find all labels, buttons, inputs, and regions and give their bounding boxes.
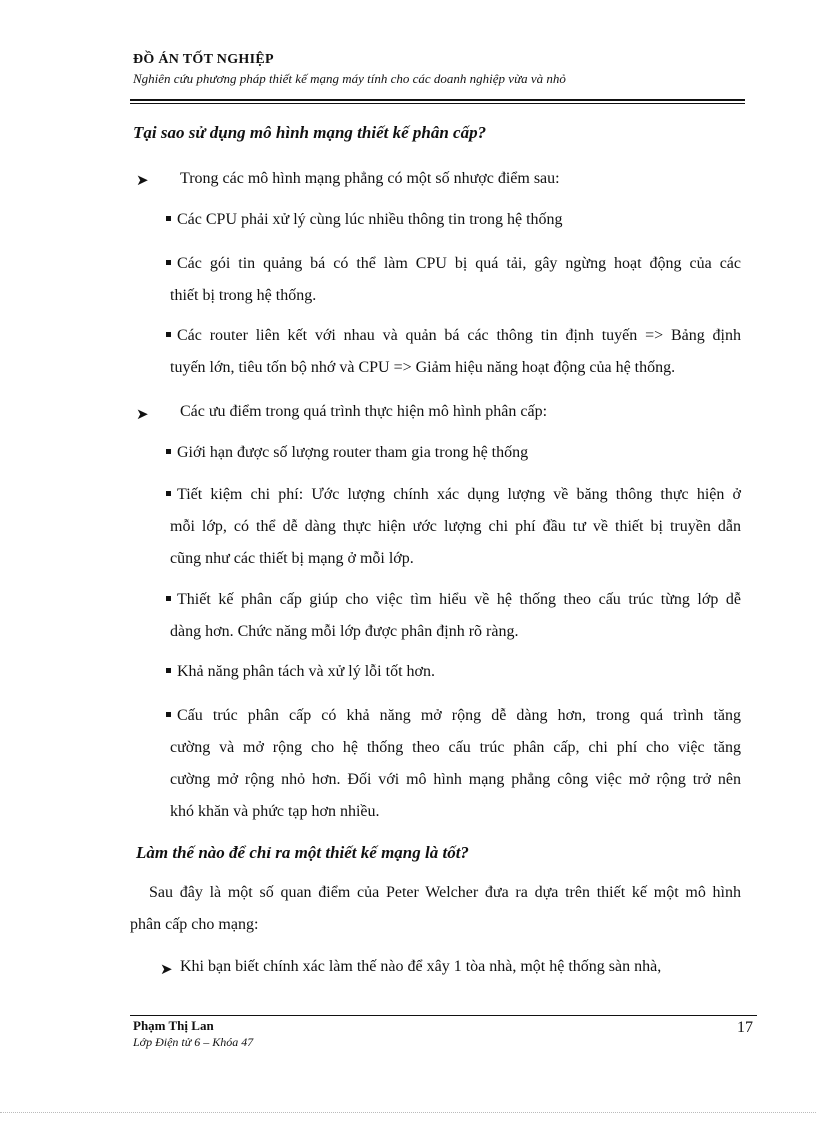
arrow-bullet-icon: ➤ [160, 962, 173, 978]
header-rule-thin [130, 103, 745, 104]
header-rule-thick [130, 99, 745, 101]
square-bullet-icon [166, 260, 171, 265]
square-bullet-icon [166, 596, 171, 601]
flat-model-drawbacks-intro: Trong các mô hình mạng phẳng có một số nhược điểm sau: [180, 170, 560, 187]
page-number: 17 [737, 1019, 753, 1036]
list-item: Các gói tin quảng bá có thể làm CPU bị quá tải, gây ngừng hoạt động của các thiết bị trong hệ thống. [166, 248, 741, 312]
square-bullet-icon [166, 449, 171, 454]
list-item: Các CPU phải xử lý cùng lúc nhiều thông tin trong hệ thống [166, 204, 563, 236]
list-item: Giới hạn được số lượng router tham gia trong hệ thống [166, 437, 528, 469]
hierarchical-advantages-intro: Các ưu điểm trong quá trình thực hiện mô hình phân cấp: [180, 403, 548, 420]
square-bullet-icon [166, 491, 171, 496]
section-heading-why-hierarchical: Tại sao sử dụng mô hình mạng thiết kế phân cấp? [133, 123, 487, 142]
document-subtitle: Nghiên cứu phương pháp thiết kế mạng máy tính cho các doanh nghiệp vừa và nhỏ [133, 71, 566, 86]
list-item: Khả năng phân tách và xử lý lỗi tốt hơn. [166, 656, 435, 688]
footer-rule [130, 1015, 757, 1016]
document-title: ĐỒ ÁN TỐT NGHIỆP [133, 52, 274, 67]
section2-point1: Khi bạn biết chính xác làm thế nào để xây 1 tòa nhà, một hệ thống sàn nhà, [180, 958, 662, 975]
square-bullet-icon [166, 216, 171, 221]
list-item: Cấu trúc phân cấp có khả năng mở rộng dễ dàng hơn, trong quá trình tăng cường và mở rộng cho hệ thống theo cấu trúc phân cấp, chi phí cho việc tăng cường mở rộng nhỏ hơn. Đối với mô hình mạng phẳng công việc mở rộng trở nên khó khăn và phức tạp hơn nhiều. [166, 700, 741, 828]
square-bullet-icon [166, 332, 171, 337]
arrow-bullet-icon: ➤ [136, 407, 149, 423]
section2-intro-paragraph: Sau đây là một số quan điểm của Peter Welcher đưa ra dựa trên thiết kế một mô hình phân cấp cho mạng: [130, 884, 741, 933]
square-bullet-icon [166, 712, 171, 717]
list-item: Thiết kế phân cấp giúp cho việc tìm hiểu về hệ thống theo cấu trúc từng lớp dễ dàng hơn. Chức năng mỗi lớp được phân định rõ ràng. [166, 584, 741, 648]
footer-author: Phạm Thị Lan [133, 1018, 214, 1033]
page-bottom-dotted-line [0, 1112, 816, 1113]
arrow-bullet-icon: ➤ [136, 173, 149, 189]
footer-class: Lớp Điện tử 6 – Khóa 47 [133, 1035, 254, 1049]
list-item: Tiết kiệm chi phí: Ước lượng chính xác dụng lượng về băng thông thực hiện ở mỗi lớp, có thể dễ dàng thực hiện ước lượng chi phí đầu tư về thiết bị truyền dẫn cũng như các thiết bị mạng ở mỗi lớp. [166, 479, 741, 575]
square-bullet-icon [166, 668, 171, 673]
section-heading-good-design: Làm thế nào để chỉ ra một thiết kế mạng là tốt? [136, 843, 469, 862]
list-item: Các router liên kết với nhau và quản bá các thông tin định tuyến => Bảng định tuyến lớn, tiêu tốn bộ nhớ và CPU => Giảm hiệu năng hoạt động của hệ thống. [166, 320, 741, 384]
